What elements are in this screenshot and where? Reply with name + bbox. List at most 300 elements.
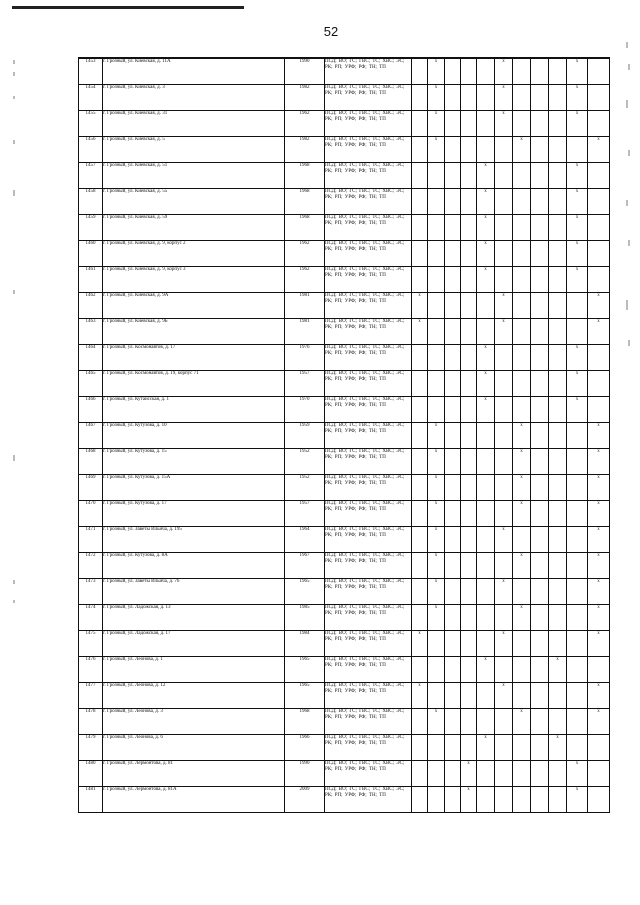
mark-cell: x [495,527,513,553]
mark-cell: x [588,501,610,527]
mark-cell [513,371,531,397]
mark-cell [428,345,445,371]
mark-cell [445,293,461,319]
mark-cell [495,267,513,293]
mark-cell [445,163,461,189]
mark-cell [412,761,428,787]
services-cell: ПСД; ВО; ГС; ГВС; ТС; ХВС; ЭС; РК; РП; УРФ; РФ; ТН; ТП [325,735,412,761]
services-cell: ПСД; ВО; ГС; ГВС; ТС; ХВС; ЭС; РК; РП; УРФ; РФ; ТН; ТП [325,579,412,605]
mark-cell [428,787,445,813]
services-cell: ПСД; ВО; ГС; ГВС; ТС; ХВС; ЭС; РК; РП; УРФ; РФ; ТН; ТП [325,787,412,813]
mark-cell [513,85,531,111]
mark-cell [428,761,445,787]
row-number: 1478 [79,709,103,735]
row-number: 1459 [79,215,103,241]
mark-cell [549,189,567,215]
mark-cell [461,449,477,475]
mark-cell [412,137,428,163]
mark-cell: x [428,475,445,501]
mark-cell: x [588,709,610,735]
year-cell: 1968 [285,189,325,215]
mark-cell [495,657,513,683]
table-row [79,657,610,683]
mark-cell [531,553,549,579]
mark-cell [412,527,428,553]
mark-cell: x [567,58,588,85]
mark-cell [477,423,495,449]
mark-cell [477,553,495,579]
address-cell: г. Грозный, ул. Киевская, д. 9Б [103,319,285,345]
row-number: 1465 [79,371,103,397]
mark-cell [445,241,461,267]
address-cell: г. Грозный, ул. Кутузова, д. 15 [103,449,285,475]
table-row [79,761,610,787]
mark-cell: x [588,527,610,553]
address-cell: г. Грозный, ул. Лермонтова, д. 81 [103,761,285,787]
mark-cell: x [461,787,477,813]
mark-cell [461,709,477,735]
mark-cell: x [495,579,513,605]
mark-cell [513,293,531,319]
table-row [79,709,610,735]
services-cell: ПСД; ВО; ГС; ГВС; ТС; ХВС; ЭС; РК; РП; УРФ; РФ; ТН; ТП [325,657,412,683]
row-number: 1460 [79,241,103,267]
mark-cell [588,241,610,267]
mark-cell [428,657,445,683]
mark-cell [477,579,495,605]
year-cell: 1990 [285,761,325,787]
mark-cell [513,58,531,85]
mark-cell [549,267,567,293]
row-number: 1476 [79,657,103,683]
mark-cell: x [495,631,513,657]
table-row [79,423,610,449]
mark-cell [567,735,588,761]
mark-cell [588,189,610,215]
mark-cell [567,475,588,501]
mark-cell [513,345,531,371]
mark-cell: x [428,709,445,735]
table-row [79,735,610,761]
mark-cell: x [567,189,588,215]
mark-cell [412,579,428,605]
mark-cell [588,345,610,371]
year-cell: 1966 [285,735,325,761]
address-cell: г. Грозный, ул. Кутузова, д. 8А [103,553,285,579]
mark-cell [477,709,495,735]
mark-cell [428,215,445,241]
address-cell: г. Грозный, ул. Ладожская, д. 13 [103,605,285,631]
mark-cell [461,345,477,371]
mark-cell [531,657,549,683]
mark-cell [513,787,531,813]
mark-cell [549,683,567,709]
table-row [79,553,610,579]
mark-cell [428,735,445,761]
services-cell: ПСД; ВО; ГС; ГВС; ТС; ХВС; ЭС; РК; РП; УРФ; РФ; ТН; ТП [325,709,412,735]
services-cell: ПСД; ВО; ГС; ГВС; ТС; ХВС; ЭС; РК; РП; УРФ; РФ; ТН; ТП [325,423,412,449]
mark-cell [549,449,567,475]
mark-cell: x [412,319,428,345]
mark-cell [412,189,428,215]
mark-cell [549,553,567,579]
mark-cell: x [549,735,567,761]
mark-cell [531,683,549,709]
address-cell: г. Грозный, ул. Киевская, д. 59 [103,215,285,241]
mark-cell [531,371,549,397]
table-row [79,345,610,371]
mark-cell [461,137,477,163]
mark-cell [513,215,531,241]
mark-cell [513,631,531,657]
mark-cell [513,163,531,189]
services-cell: ПСД; ВО; ГС; ГВС; ТС; ХВС; ЭС; РК; РП; УРФ; РФ; ТН; ТП [325,111,412,137]
table-row [79,787,610,813]
mark-cell [412,553,428,579]
mark-cell [445,319,461,345]
mark-cell [531,449,549,475]
table-row [79,111,610,137]
mark-cell [477,631,495,657]
housing-registry-table [78,57,610,813]
address-cell: г. Грозный, ул. Леонова, д. 12 [103,683,285,709]
table-row [79,397,610,423]
row-number: 1461 [79,267,103,293]
mark-cell [513,735,531,761]
mark-cell [549,527,567,553]
table-row [79,527,610,553]
mark-cell [549,579,567,605]
row-number: 1477 [79,683,103,709]
mark-cell: x [567,397,588,423]
mark-cell [531,397,549,423]
mark-cell: x [588,137,610,163]
mark-cell [531,58,549,85]
mark-cell: x [513,137,531,163]
mark-cell [477,137,495,163]
mark-cell: x [567,345,588,371]
page-number: 52 [323,24,339,39]
mark-cell [567,319,588,345]
address-cell: г. Грозный, ул. Киевская, д. 55 [103,189,285,215]
row-number: 1464 [79,345,103,371]
mark-cell [412,267,428,293]
mark-cell [588,267,610,293]
mark-cell [461,111,477,137]
mark-cell [461,631,477,657]
mark-cell [445,527,461,553]
mark-cell: x [567,761,588,787]
mark-cell [531,163,549,189]
row-number: 1471 [79,527,103,553]
mark-cell [549,423,567,449]
mark-cell [513,579,531,605]
table-row [79,85,610,111]
mark-cell [445,345,461,371]
year-cell: 1984 [285,631,325,657]
mark-cell [461,423,477,449]
mark-cell [412,241,428,267]
mark-cell [428,241,445,267]
mark-cell [477,449,495,475]
mark-cell [445,267,461,293]
mark-cell: x [428,527,445,553]
mark-cell [588,85,610,111]
mark-cell [531,189,549,215]
mark-cell [477,683,495,709]
mark-cell [428,189,445,215]
mark-cell [567,657,588,683]
table-row [79,501,610,527]
row-number: 1453 [79,58,103,85]
mark-cell: x [567,163,588,189]
mark-cell: x [495,85,513,111]
year-cell: 1981 [285,319,325,345]
mark-cell: x [567,215,588,241]
mark-cell: x [567,241,588,267]
table-row [79,293,610,319]
mark-cell [495,397,513,423]
mark-cell [461,241,477,267]
mark-cell: x [428,605,445,631]
mark-cell [588,371,610,397]
year-cell: 1952 [285,475,325,501]
table-row [79,267,610,293]
mark-cell [495,709,513,735]
row-number: 1467 [79,423,103,449]
mark-cell [495,215,513,241]
row-number: 1472 [79,553,103,579]
mark-cell [531,345,549,371]
mark-cell [531,579,549,605]
mark-cell [445,371,461,397]
mark-cell [495,605,513,631]
table-row [79,605,610,631]
mark-cell [531,293,549,319]
mark-cell: x [495,293,513,319]
table-row [79,319,610,345]
mark-cell: x [428,579,445,605]
mark-cell [477,293,495,319]
mark-cell [445,58,461,85]
address-cell: г. Грозный, ул. Кутузова, д. 15А [103,475,285,501]
mark-cell [445,579,461,605]
mark-cell [567,631,588,657]
services-cell: ПСД; ВО; ГС; ГВС; ТС; ХВС; ЭС; РК; РП; УРФ; РФ; ТН; ТП [325,319,412,345]
mark-cell [513,241,531,267]
mark-cell [513,527,531,553]
year-cell: 1968 [285,215,325,241]
services-cell: ПСД; ВО; ГС; ГВС; ТС; ХВС; ЭС; РК; РП; УРФ; РФ; ТН; ТП [325,761,412,787]
mark-cell: x [477,735,495,761]
mark-cell [513,683,531,709]
year-cell: 1982 [285,137,325,163]
mark-cell: x [477,163,495,189]
mark-cell [477,58,495,85]
mark-cell [412,423,428,449]
mark-cell [513,397,531,423]
services-cell: ПСД; ВО; ГС; ГВС; ТС; ХВС; ЭС; РК; РП; УРФ; РФ; ТН; ТП [325,397,412,423]
mark-cell [495,501,513,527]
address-cell: г. Грозный, ул. Киевская, д. 5 [103,137,285,163]
mark-cell: x [588,605,610,631]
mark-cell [549,163,567,189]
mark-cell: x [513,709,531,735]
year-cell: 1965 [285,683,325,709]
mark-cell [495,553,513,579]
mark-cell [531,527,549,553]
mark-cell [531,605,549,631]
row-number: 1475 [79,631,103,657]
mark-cell [477,319,495,345]
mark-cell [445,85,461,111]
mark-cell [567,709,588,735]
mark-cell [461,215,477,241]
table-row [79,475,610,501]
year-cell: 1957 [285,501,325,527]
mark-cell [549,761,567,787]
mark-cell [567,605,588,631]
mark-cell [412,58,428,85]
services-cell: ПСД; ВО; ГС; ГВС; ТС; ХВС; ЭС; РК; РП; УРФ; РФ; ТН; ТП [325,163,412,189]
address-cell: г. Грозный, ул. Киевская, д. 9, корпус 3 [103,267,285,293]
mark-cell [588,397,610,423]
row-number: 1470 [79,501,103,527]
address-cell: г. Грозный, ул. Киевская, д. 51 [103,163,285,189]
mark-cell [531,111,549,137]
mark-cell: x [513,449,531,475]
mark-cell: x [513,423,531,449]
row-number: 1462 [79,293,103,319]
mark-cell [445,215,461,241]
year-cell: 1982 [285,85,325,111]
year-cell: 1964 [285,527,325,553]
mark-cell [495,787,513,813]
table-row [79,371,610,397]
mark-cell [461,553,477,579]
mark-cell: x [428,111,445,137]
table-row [79,215,610,241]
mark-cell: x [588,579,610,605]
address-cell: г. Грозный, ул. Киевская, д. 9, корпус 2 [103,241,285,267]
mark-cell [412,85,428,111]
address-cell: г. Грозный, ул. Леонова, д. 1 [103,657,285,683]
mark-cell [513,111,531,137]
mark-cell [445,735,461,761]
year-cell: 1965 [285,579,325,605]
mark-cell [445,449,461,475]
mark-cell: x [428,58,445,85]
mark-cell [461,579,477,605]
year-cell: 1968 [285,163,325,189]
mark-cell [461,189,477,215]
mark-cell [445,657,461,683]
mark-cell [412,163,428,189]
mark-cell: x [477,215,495,241]
mark-cell [461,657,477,683]
mark-cell [531,423,549,449]
mark-cell: x [477,345,495,371]
mark-cell [428,293,445,319]
mark-cell [461,735,477,761]
mark-cell [477,85,495,111]
mark-cell: x [477,241,495,267]
services-cell: ПСД; ВО; ГС; ГВС; ТС; ХВС; ЭС; РК; РП; УРФ; РФ; ТН; ТП [325,371,412,397]
year-cell: 1957 [285,371,325,397]
mark-cell: x [428,553,445,579]
table-row [79,189,610,215]
services-cell: ПСД; ВО; ГС; ГВС; ТС; ХВС; ЭС; РК; РП; УРФ; РФ; ТН; ТП [325,605,412,631]
mark-cell [477,761,495,787]
address-cell: г. Грозный, ул. Кутузова, д. 17 [103,501,285,527]
mark-cell [461,527,477,553]
mark-cell [549,215,567,241]
mark-cell [588,735,610,761]
mark-cell [461,267,477,293]
mark-cell [445,605,461,631]
mark-cell [445,397,461,423]
mark-cell [567,579,588,605]
mark-cell [428,631,445,657]
row-number: 1473 [79,579,103,605]
services-cell: ПСД; ВО; ГС; ГВС; ТС; ХВС; ЭС; РК; РП; УРФ; РФ; ТН; ТП [325,449,412,475]
mark-cell [513,267,531,293]
mark-cell [412,111,428,137]
mark-cell [461,397,477,423]
mark-cell [445,475,461,501]
mark-cell [412,709,428,735]
mark-cell: x [477,397,495,423]
mark-cell: x [513,501,531,527]
mark-cell [445,631,461,657]
address-cell: г. Грозный, ул. Кутузова, д. 10 [103,423,285,449]
mark-cell [549,319,567,345]
mark-cell: x [461,761,477,787]
services-cell: ПСД; ВО; ГС; ГВС; ТС; ХВС; ЭС; РК; РП; УРФ; РФ; ТН; ТП [325,58,412,85]
mark-cell [412,345,428,371]
mark-cell [588,761,610,787]
table-row [79,631,610,657]
year-cell: 2009 [285,787,325,813]
year-cell: 1962 [285,267,325,293]
mark-cell: x [513,553,531,579]
services-cell: ПСД; ВО; ГС; ГВС; ТС; ХВС; ЭС; РК; РП; УРФ; РФ; ТН; ТП [325,137,412,163]
mark-cell [549,371,567,397]
mark-cell [461,501,477,527]
mark-cell [588,111,610,137]
mark-cell [461,58,477,85]
row-number: 1469 [79,475,103,501]
address-cell: г. Грозный, ул. Лермонтова, д. 81А [103,787,285,813]
mark-cell [445,709,461,735]
mark-cell [549,241,567,267]
mark-cell: x [567,787,588,813]
table-row [79,449,610,475]
year-cell: 1962 [285,241,325,267]
mark-cell [549,111,567,137]
services-cell: ПСД; ВО; ГС; ГВС; ТС; ХВС; ЭС; РК; РП; УРФ; РФ; ТН; ТП [325,189,412,215]
mark-cell [588,58,610,85]
mark-cell [531,137,549,163]
mark-cell [461,319,477,345]
mark-cell: x [495,683,513,709]
mark-cell [477,475,495,501]
mark-cell [549,605,567,631]
mark-cell [428,319,445,345]
row-number: 1474 [79,605,103,631]
mark-cell [445,111,461,137]
mark-cell [477,111,495,137]
